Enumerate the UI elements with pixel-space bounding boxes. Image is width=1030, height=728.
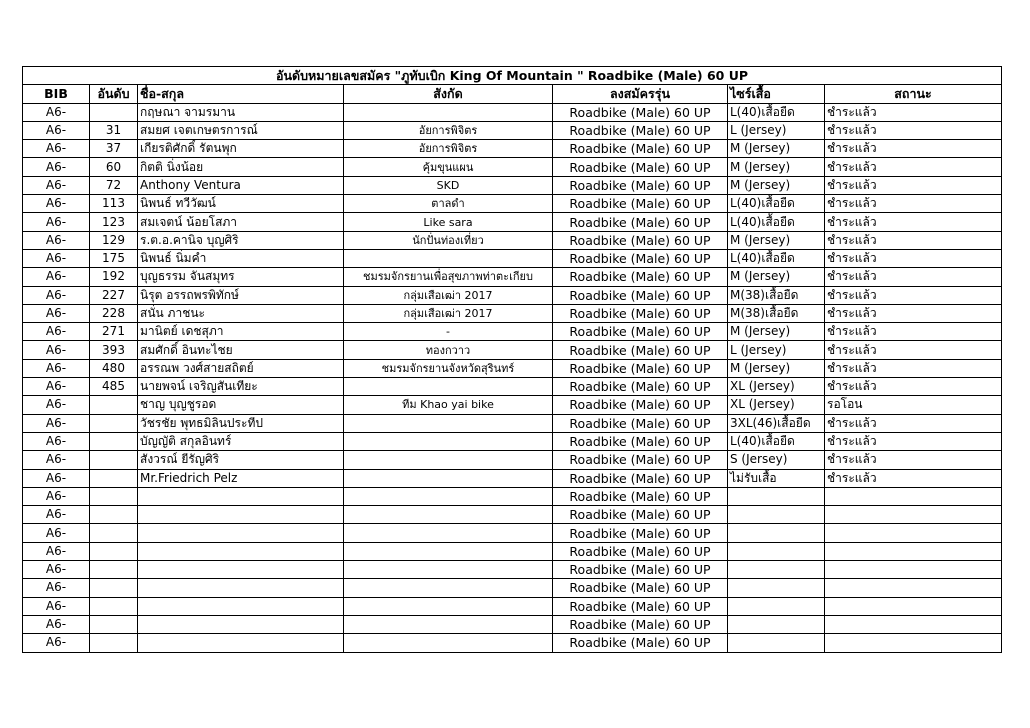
cell-name: นิพนธ์ นิ่มคำ [138, 249, 344, 267]
cell-category: Roadbike (Male) 60 UP [553, 634, 728, 652]
cell-status [825, 524, 1002, 542]
cell-name: บัญญัติ สกุลอินทร์ [138, 432, 344, 450]
cell-shirt: XL (Jersey) [728, 378, 825, 396]
cell-club [344, 414, 553, 432]
cell-club [344, 561, 553, 579]
cell-club: อัยการพิจิตร [344, 140, 553, 158]
cell-rank [90, 579, 138, 597]
cell-shirt: M (Jersey) [728, 268, 825, 286]
cell-bib: A6- [23, 231, 90, 249]
cell-bib: A6- [23, 323, 90, 341]
cell-category: Roadbike (Male) 60 UP [553, 121, 728, 139]
cell-bib: A6- [23, 451, 90, 469]
cell-category: Roadbike (Male) 60 UP [553, 249, 728, 267]
cell-club: Like sara [344, 213, 553, 231]
cell-shirt [728, 561, 825, 579]
title-row [23, 67, 1002, 85]
cell-bib: A6- [23, 524, 90, 542]
table-row [23, 469, 1002, 487]
cell-category: Roadbike (Male) 60 UP [553, 323, 728, 341]
cell-rank [90, 487, 138, 505]
cell-club: อัยการพิจิตร [344, 121, 553, 139]
cell-bib: A6- [23, 414, 90, 432]
cell-name: นิรุต อรรถพรพิทักษ์ [138, 286, 344, 304]
cell-category: Roadbike (Male) 60 UP [553, 359, 728, 377]
table-row [23, 414, 1002, 432]
cell-status: ชำระแล้ว [825, 176, 1002, 194]
cell-rank [90, 469, 138, 487]
cell-shirt: ไม่รับเสื้อ [728, 469, 825, 487]
cell-status: ชำระแล้ว [825, 121, 1002, 139]
cell-shirt: L (Jersey) [728, 121, 825, 139]
cell-rank [90, 103, 138, 121]
cell-rank: 123 [90, 213, 138, 231]
cell-shirt: L(40)เสื้อยืด [728, 432, 825, 450]
header-rank: อันดับ [90, 85, 138, 103]
cell-rank: 37 [90, 140, 138, 158]
cell-rank [90, 396, 138, 414]
header-bib: BIB [23, 85, 90, 103]
table-row [23, 304, 1002, 322]
cell-shirt: L(40)เสื้อยืด [728, 103, 825, 121]
cell-club [344, 542, 553, 560]
cell-category: Roadbike (Male) 60 UP [553, 414, 728, 432]
table-row [23, 286, 1002, 304]
cell-name [138, 597, 344, 615]
table-row [23, 506, 1002, 524]
cell-name: ร.ต.อ.คานิจ บุญศิริ [138, 231, 344, 249]
cell-club [344, 432, 553, 450]
cell-name [138, 615, 344, 633]
cell-status: ชำระแล้ว [825, 140, 1002, 158]
table-row [23, 451, 1002, 469]
cell-status [825, 579, 1002, 597]
cell-status: ชำระแล้ว [825, 451, 1002, 469]
cell-club: SKD [344, 176, 553, 194]
table-row [23, 341, 1002, 359]
cell-bib: A6- [23, 249, 90, 267]
cell-bib: A6- [23, 396, 90, 414]
cell-status [825, 487, 1002, 505]
cell-status [825, 615, 1002, 633]
cell-rank: 129 [90, 231, 138, 249]
cell-category: Roadbike (Male) 60 UP [553, 341, 728, 359]
cell-category: Roadbike (Male) 60 UP [553, 103, 728, 121]
cell-status [825, 506, 1002, 524]
table-row [23, 487, 1002, 505]
cell-name: มานิตย์ เดชสุภา [138, 323, 344, 341]
cell-club [344, 597, 553, 615]
cell-shirt: M (Jersey) [728, 140, 825, 158]
cell-club [344, 103, 553, 121]
cell-status: รอโอน [825, 396, 1002, 414]
cell-status: ชำระแล้ว [825, 414, 1002, 432]
cell-category: Roadbike (Male) 60 UP [553, 268, 728, 286]
cell-rank: 175 [90, 249, 138, 267]
cell-name [138, 524, 344, 542]
table-row [23, 542, 1002, 560]
cell-status [825, 542, 1002, 560]
cell-name [138, 506, 344, 524]
cell-rank: 480 [90, 359, 138, 377]
cell-rank [90, 597, 138, 615]
cell-status: ชำระแล้ว [825, 378, 1002, 396]
cell-rank: 113 [90, 195, 138, 213]
cell-bib: A6- [23, 579, 90, 597]
cell-club: กลุ่มเสือเฒ่า 2017 [344, 304, 553, 322]
header-status: สถานะ [825, 85, 1002, 103]
cell-name: สมเจตน์ น้อยโสภา [138, 213, 344, 231]
cell-shirt: XL (Jersey) [728, 396, 825, 414]
cell-bib: A6- [23, 487, 90, 505]
cell-shirt: 3XL(46)เสื้อยืด [728, 414, 825, 432]
cell-bib: A6- [23, 506, 90, 524]
cell-shirt [728, 634, 825, 652]
cell-category: Roadbike (Male) 60 UP [553, 140, 728, 158]
cell-name: นายพจน์ เจริญสันเทียะ [138, 378, 344, 396]
cell-rank: 228 [90, 304, 138, 322]
cell-bib: A6- [23, 103, 90, 121]
cell-rank [90, 432, 138, 450]
table-row [23, 634, 1002, 652]
table-row [23, 561, 1002, 579]
cell-shirt [728, 597, 825, 615]
cell-club [344, 506, 553, 524]
cell-club [344, 524, 553, 542]
cell-name: กฤษณา จามรมาน [138, 103, 344, 121]
cell-category: Roadbike (Male) 60 UP [553, 231, 728, 249]
cell-name: สมศักดิ์ อินทะไชย [138, 341, 344, 359]
cell-name: สนั่น ภาชนะ [138, 304, 344, 322]
cell-name: วัชรชัย พุทธมิลินประทีป [138, 414, 344, 432]
cell-status: ชำระแล้ว [825, 432, 1002, 450]
sheet-title: อันดับหมายเลขสมัคร "ภูทับเบิก King Of Mountain " Roadbike (Male) 60 UP [23, 67, 1002, 85]
cell-category: Roadbike (Male) 60 UP [553, 396, 728, 414]
cell-bib: A6- [23, 158, 90, 176]
cell-bib: A6- [23, 121, 90, 139]
cell-status: ชำระแล้ว [825, 158, 1002, 176]
cell-bib: A6- [23, 304, 90, 322]
cell-category: Roadbike (Male) 60 UP [553, 469, 728, 487]
cell-shirt: M (Jersey) [728, 359, 825, 377]
table-row [23, 140, 1002, 158]
cell-category: Roadbike (Male) 60 UP [553, 378, 728, 396]
cell-category: Roadbike (Male) 60 UP [553, 432, 728, 450]
cell-club [344, 469, 553, 487]
cell-club: กลุ่มเสือเฒ่า 2017 [344, 286, 553, 304]
cell-status: ชำระแล้ว [825, 195, 1002, 213]
table-row [23, 579, 1002, 597]
table-row [23, 359, 1002, 377]
cell-rank: 227 [90, 286, 138, 304]
cell-club: ตาลดำ [344, 195, 553, 213]
cell-category: Roadbike (Male) 60 UP [553, 524, 728, 542]
header-club: สังกัด [344, 85, 553, 103]
cell-status: ชำระแล้ว [825, 341, 1002, 359]
cell-status: ชำระแล้ว [825, 323, 1002, 341]
cell-status: ชำระแล้ว [825, 103, 1002, 121]
cell-bib: A6- [23, 634, 90, 652]
cell-status [825, 634, 1002, 652]
cell-status: ชำระแล้ว [825, 249, 1002, 267]
cell-category: Roadbike (Male) 60 UP [553, 579, 728, 597]
table-row [23, 597, 1002, 615]
header-name: ชื่อ-สกุล [138, 85, 344, 103]
cell-bib: A6- [23, 341, 90, 359]
cell-club: นักปั่นท่องเที่ยว [344, 231, 553, 249]
cell-shirt: M(38)เสื้อยืด [728, 286, 825, 304]
table-row [23, 121, 1002, 139]
cell-shirt: M (Jersey) [728, 323, 825, 341]
cell-club: ชมรมจักรยานเพื่อสุขภาพท่าตะเกียบ [344, 268, 553, 286]
cell-bib: A6- [23, 432, 90, 450]
table-row [23, 323, 1002, 341]
cell-name [138, 579, 344, 597]
table-row [23, 524, 1002, 542]
cell-rank [90, 451, 138, 469]
cell-rank [90, 634, 138, 652]
cell-shirt: L(40)เสื้อยืด [728, 249, 825, 267]
cell-name: ชาญ บุญชูรอด [138, 396, 344, 414]
cell-category: Roadbike (Male) 60 UP [553, 561, 728, 579]
cell-category: Roadbike (Male) 60 UP [553, 158, 728, 176]
cell-rank: 271 [90, 323, 138, 341]
cell-rank: 192 [90, 268, 138, 286]
table-row [23, 176, 1002, 194]
cell-shirt [728, 615, 825, 633]
cell-bib: A6- [23, 542, 90, 560]
cell-club: คุ้มขุนแผน [344, 158, 553, 176]
cell-name: นิพนธ์ ทวีวัฒน์ [138, 195, 344, 213]
cell-club [344, 487, 553, 505]
cell-shirt: M(38)เสื้อยืด [728, 304, 825, 322]
cell-category: Roadbike (Male) 60 UP [553, 597, 728, 615]
cell-name: Mr.Friedrich Pelz [138, 469, 344, 487]
cell-status: ชำระแล้ว [825, 469, 1002, 487]
cell-bib: A6- [23, 359, 90, 377]
cell-category: Roadbike (Male) 60 UP [553, 304, 728, 322]
cell-category: Roadbike (Male) 60 UP [553, 286, 728, 304]
cell-name: เกียรติศักดิ์ รัตนพุก [138, 140, 344, 158]
cell-category: Roadbike (Male) 60 UP [553, 506, 728, 524]
cell-status: ชำระแล้ว [825, 304, 1002, 322]
cell-status: ชำระแล้ว [825, 268, 1002, 286]
cell-club: ชมรมจักรยานจังหวัดสุรินทร์ [344, 359, 553, 377]
cell-status: ชำระแล้ว [825, 359, 1002, 377]
cell-bib: A6- [23, 176, 90, 194]
header-shirt: ไซร์เสื้อ [728, 85, 825, 103]
cell-bib: A6- [23, 213, 90, 231]
cell-club [344, 249, 553, 267]
cell-shirt [728, 487, 825, 505]
cell-rank [90, 524, 138, 542]
cell-rank [90, 414, 138, 432]
cell-status [825, 597, 1002, 615]
cell-club [344, 451, 553, 469]
cell-name: กิตติ นิ่งน้อย [138, 158, 344, 176]
registration-table [22, 66, 1002, 653]
cell-shirt: M (Jersey) [728, 231, 825, 249]
cell-category: Roadbike (Male) 60 UP [553, 213, 728, 231]
cell-club: - [344, 323, 553, 341]
cell-shirt: S (Jersey) [728, 451, 825, 469]
cell-category: Roadbike (Male) 60 UP [553, 615, 728, 633]
cell-shirt: L(40)เสื้อยืด [728, 213, 825, 231]
cell-bib: A6- [23, 615, 90, 633]
cell-name: สมยศ เจตเกษตรการณ์ [138, 121, 344, 139]
cell-rank [90, 542, 138, 560]
cell-bib: A6- [23, 561, 90, 579]
cell-status: ชำระแล้ว [825, 286, 1002, 304]
cell-name: สังวรณ์ ยีรัญศิริ [138, 451, 344, 469]
table-row [23, 158, 1002, 176]
header-row [23, 85, 1002, 103]
cell-status [825, 561, 1002, 579]
cell-shirt: L(40)เสื้อยืด [728, 195, 825, 213]
table-row [23, 378, 1002, 396]
cell-name: Anthony Ventura [138, 176, 344, 194]
cell-name [138, 561, 344, 579]
cell-category: Roadbike (Male) 60 UP [553, 195, 728, 213]
cell-bib: A6- [23, 286, 90, 304]
table-row [23, 213, 1002, 231]
cell-bib: A6- [23, 140, 90, 158]
cell-shirt: M (Jersey) [728, 158, 825, 176]
cell-shirt [728, 524, 825, 542]
cell-category: Roadbike (Male) 60 UP [553, 542, 728, 560]
cell-rank: 31 [90, 121, 138, 139]
cell-bib: A6- [23, 378, 90, 396]
cell-shirt [728, 542, 825, 560]
cell-bib: A6- [23, 195, 90, 213]
cell-category: Roadbike (Male) 60 UP [553, 451, 728, 469]
cell-bib: A6- [23, 469, 90, 487]
cell-name [138, 542, 344, 560]
table-row [23, 615, 1002, 633]
registration-sheet [22, 66, 1001, 653]
cell-rank: 72 [90, 176, 138, 194]
table-row [23, 231, 1002, 249]
cell-rank: 485 [90, 378, 138, 396]
cell-rank: 60 [90, 158, 138, 176]
cell-rank: 393 [90, 341, 138, 359]
cell-club: ทีม Khao yai bike [344, 396, 553, 414]
cell-club [344, 579, 553, 597]
cell-status: ชำระแล้ว [825, 213, 1002, 231]
cell-rank [90, 615, 138, 633]
table-row [23, 396, 1002, 414]
cell-club [344, 615, 553, 633]
cell-shirt: M (Jersey) [728, 176, 825, 194]
cell-name: อรรณพ วงศ์สายสถิตย์ [138, 359, 344, 377]
table-row [23, 268, 1002, 286]
cell-shirt: L (Jersey) [728, 341, 825, 359]
cell-name [138, 634, 344, 652]
table-row [23, 432, 1002, 450]
cell-shirt [728, 579, 825, 597]
cell-name [138, 487, 344, 505]
cell-club [344, 378, 553, 396]
cell-club [344, 634, 553, 652]
cell-category: Roadbike (Male) 60 UP [553, 176, 728, 194]
cell-name: บุญธรรม จันสมุทร [138, 268, 344, 286]
cell-rank [90, 506, 138, 524]
cell-bib: A6- [23, 268, 90, 286]
cell-club: ทองกวาว [344, 341, 553, 359]
table-row [23, 249, 1002, 267]
table-row [23, 103, 1002, 121]
cell-shirt [728, 506, 825, 524]
cell-status: ชำระแล้ว [825, 231, 1002, 249]
table-body [23, 103, 1002, 652]
header-category: ลงสมัครรุ่น [553, 85, 728, 103]
cell-category: Roadbike (Male) 60 UP [553, 487, 728, 505]
cell-bib: A6- [23, 597, 90, 615]
cell-rank [90, 561, 138, 579]
table-row [23, 195, 1002, 213]
